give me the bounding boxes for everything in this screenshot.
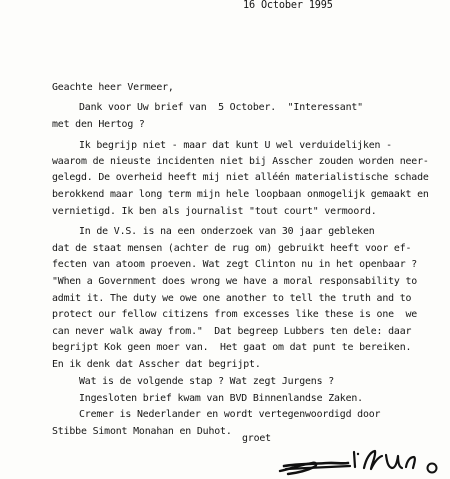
letter-date: 16 October 1995 (243, 0, 333, 11)
paragraph-2-line-1: Ik begrijp niet - maar dat kunt U wel verduidelijken - (79, 140, 392, 151)
handwritten-signature (276, 447, 446, 479)
paragraph-1-line-1: Dank voor Uw brief van 5 October. "Interessant" (79, 102, 363, 113)
paragraph-3-line-5: admit it. The duty we owe one another to tell the truth and to (52, 293, 412, 304)
paragraph-3-line-2: dat de staat mensen (achter de rug om) gebruikt heeft voor ef- (52, 243, 412, 254)
paragraph-3-line-7: can never walk away from." Dat begreep Lubbers ten dele: daar (52, 326, 412, 337)
closing: groet (242, 433, 271, 444)
paragraph-3-line-3: fecten van atoom proeven. Wat zegt Clinton nu in het openbaar ? (52, 259, 418, 270)
paragraph-1-line-2: met den Hertog ? (52, 119, 145, 130)
paragraph-6-line-1: Cremer is Nederlander en wordt vertegenwoordigd door (79, 409, 381, 420)
paragraph-3-line-9: En ik denk dat Asscher dat begrijpt. (52, 359, 261, 370)
paragraph-2-line-3: gelegd. De overheid heeft mij niet alléén materialistische schade (52, 172, 429, 183)
paragraph-6-line-2: Stibbe Simont Monahan en Duhot. (52, 426, 232, 437)
paragraph-4-line-1: Wat is de volgende stap ? Wat zegt Jurgens ? (79, 376, 334, 387)
paragraph-3-line-4: "When a Government does wrong we have a moral responsability to (52, 276, 418, 287)
salutation: Geachte heer Vermeer, (52, 82, 174, 93)
paragraph-5-line-1: Ingesloten brief kwam van BVD Binnenlandse Zaken. (79, 393, 363, 404)
paragraph-2-line-5: vernietigd. Ik ben als journalist "tout court" vermoord. (52, 206, 377, 217)
paragraph-3-line-1: In de V.S. is na een onderzoek van 30 jaar gebleken (79, 226, 375, 237)
paragraph-2-line-4: berokkend maar long term mijn hele loopbaan onmogelijk gemaakt en (52, 189, 429, 200)
paragraph-2-line-2: waarom de nieuste incidenten niet bij Asscher zouden worden neer- (52, 156, 429, 167)
paragraph-3-line-8: begrijpt Kok geen moer van. Het gaat om dat punt te bereiken. (52, 342, 412, 353)
paragraph-3-line-6: protect our fellow citizens from excesses like these is one we (52, 309, 418, 320)
